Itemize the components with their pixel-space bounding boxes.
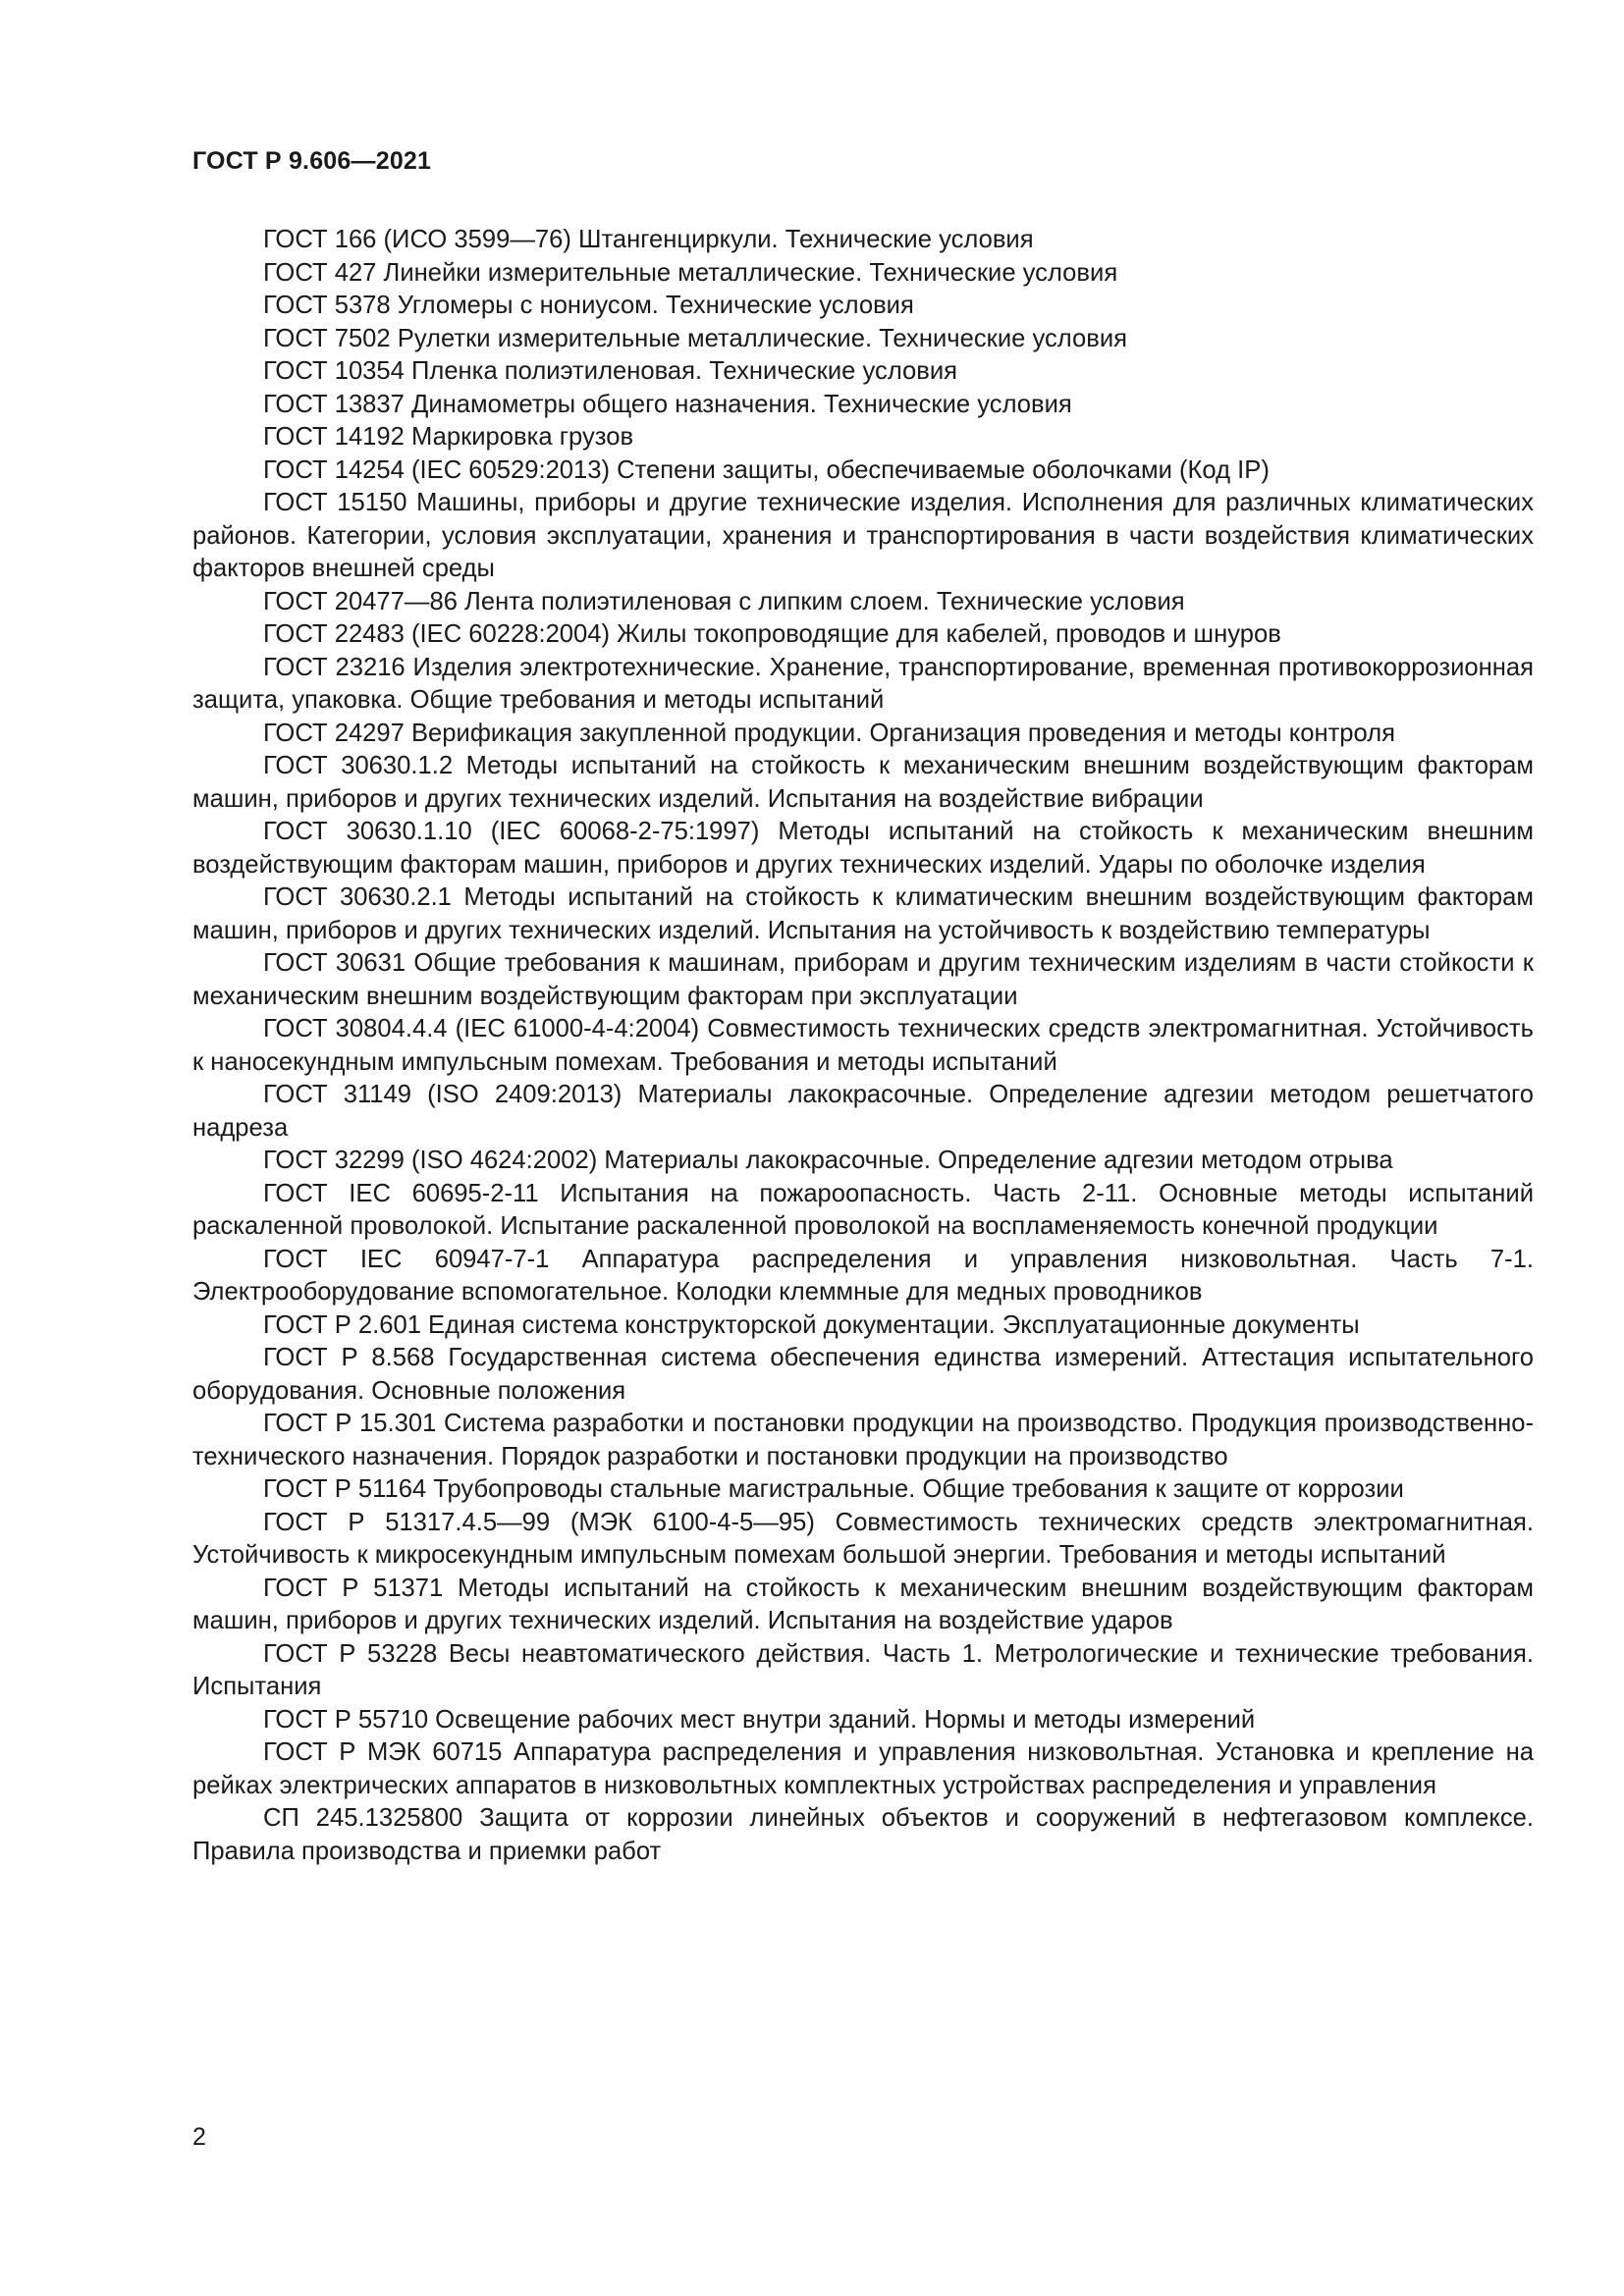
reference-item: ГОСТ 14192 Маркировка грузов: [263, 423, 634, 451]
reference-item: ГОСТ Р 8.568 Государственная система обеспечения единства измерений. Аттестация испытательного оборудования. Основные положения: [192, 1344, 1534, 1405]
reference-item: ГОСТ 20477—86 Лента полиэтиленовая с липким слоем. Технические условия: [263, 587, 1185, 615]
reference-item: ГОСТ 32299 (ISO 4624:2002) Материалы лакокрасочные. Определение адгезии методом отрыва: [263, 1147, 1393, 1174]
reference-item: ГОСТ Р 51371 Методы испытаний на стойкость к механическим внешним воздействующим факторам машин, приборов и других технических изделий. Испытания на воздействие ударов: [192, 1574, 1534, 1634]
reference-item: ГОСТ 30630.1.10 (IEC 60068-2-75:1997) Методы испытаний на стойкость к механическим внешним воздействующим факторам машин, приборов и других технических изделий. Удары по оболочке изделия: [192, 818, 1534, 879]
reference-item: ГОСТ IEC 60695-2-11 Испытания на пожароопасность. Часть 2-11. Основные методы испытаний раскаленной проволокой. Испытание раскаленной проволокой на воспламеняемость конечной продукции: [192, 1179, 1534, 1240]
reference-item: ГОСТ Р 15.301 Система разработки и постановки продукции на производство. Продукция производственно-технического назначения. Порядок разработки и постановки продукции на производство: [192, 1410, 1534, 1470]
reference-item: ГОСТ 30804.4.4 (IEC 61000-4-4:2004) Совместимость технических средств электромагнитная. Устойчивость к наносекундным импульсным помехам. Требования и методы испытаний: [192, 1015, 1534, 1076]
reference-item: ГОСТ Р МЭК 60715 Аппаратура распределения и управления низковольтная. Установка и крепление на рейках электрических аппаратов в низковольтных комплектных устройствах распределения и управления: [192, 1738, 1534, 1799]
reference-item: ГОСТ 22483 (IEC 60228:2004) Жилы токопроводящие для кабелей, проводов и шнуров: [263, 620, 1281, 648]
reference-item: ГОСТ Р 55710 Освещение рабочих мест внутри зданий. Нормы и методы измерений: [263, 1705, 1256, 1734]
reference-item: ГОСТ 5378 Угломеры с нониусом. Технические условия: [263, 292, 914, 319]
reference-item: ГОСТ 24297 Верификация закупленной продукции. Организация проведения и методы контроля: [263, 719, 1396, 747]
reference-item: ГОСТ 14254 (IEC 60529:2013) Степени защиты, обеспечиваемые оболочками (Код IP): [263, 455, 1270, 484]
reference-item: ГОСТ 166 (ИСО 3599—76) Штангенциркули. Технические условия: [263, 226, 1034, 253]
document-header: ГОСТ Р 9.606—2021: [192, 147, 432, 175]
reference-item: ГОСТ 30630.1.2 Методы испытаний на стойкость к механическим внешним воздействующим факторам машин, приборов и других технических изделий. Испытания на воздействие вибрации: [192, 752, 1534, 813]
reference-item: ГОСТ Р 2.601 Единая система конструкторской документации. Эксплуатационные документы: [263, 1310, 1360, 1339]
reference-item: ГОСТ 427 Линейки измерительные металлические. Технические условия: [263, 258, 1118, 287]
reference-item: ГОСТ 30630.2.1 Методы испытаний на стойкость к климатическим внешним воздействующим факторам машин, приборов и других технических изделий. Испытания на устойчивость к воздействию температуры: [192, 883, 1534, 944]
page-number: 2: [192, 2123, 206, 2151]
reference-item: ГОСТ Р 53228 Весы неавтоматического действия. Часть 1. Метрологические и технические требования. Испытания: [192, 1639, 1534, 1700]
reference-item: ГОСТ 10354 Пленка полиэтиленовая. Технические условия: [263, 357, 958, 385]
reference-item: СП 245.1325800 Защита от коррозии линейных объектов и сооружений в нефтегазовом комплексе. Правила производства и приемки работ: [192, 1804, 1534, 1865]
reference-item: ГОСТ 15150 Машины, приборы и другие технические изделия. Исполнения для различных климатических районов. Категории, условия эксплуатации, хранения и транспортирования в части воздействия климатических факторов внешней среды: [192, 489, 1534, 582]
reference-item: ГОСТ 23216 Изделия электротехнические. Хранение, транспортирование, временная противокоррозионная защита, упаковка. Общие требования и методы испытаний: [192, 653, 1534, 714]
reference-item: ГОСТ Р 51164 Трубопроводы стальные магистральные. Общие требования к защите от коррозии: [263, 1475, 1404, 1503]
reference-item: ГОСТ 13837 Динамометры общего назначения. Технические условия: [263, 390, 1072, 418]
reference-item: ГОСТ 30631 Общие требования к машинам, приборам и другим техническим изделиям в части стойкости к механическим внешним воздействующим факторам при эксплуатации: [192, 949, 1534, 1010]
reference-item: ГОСТ 31149 (ISO 2409:2013) Материалы лакокрасочные. Определение адгезии методом решетчатого надреза: [192, 1081, 1534, 1142]
normative-references-list: [192, 224, 1534, 1868]
reference-item: ГОСТ Р 51317.4.5—99 (МЭК 6100-4-5—95) Совместимость технических средств электромагнитная. Устойчивость к микросекундным импульсным помехам большой энергии. Требования и методы испытаний: [192, 1508, 1534, 1569]
reference-item: ГОСТ 7502 Рулетки измерительные металлические. Технические условия: [263, 324, 1127, 352]
reference-item: ГОСТ IEC 60947-7-1 Аппаратура распределения и управления низковольтная. Часть 7-1. Электрооборудование вспомогательное. Колодки клеммные для медных проводников: [192, 1245, 1534, 1306]
